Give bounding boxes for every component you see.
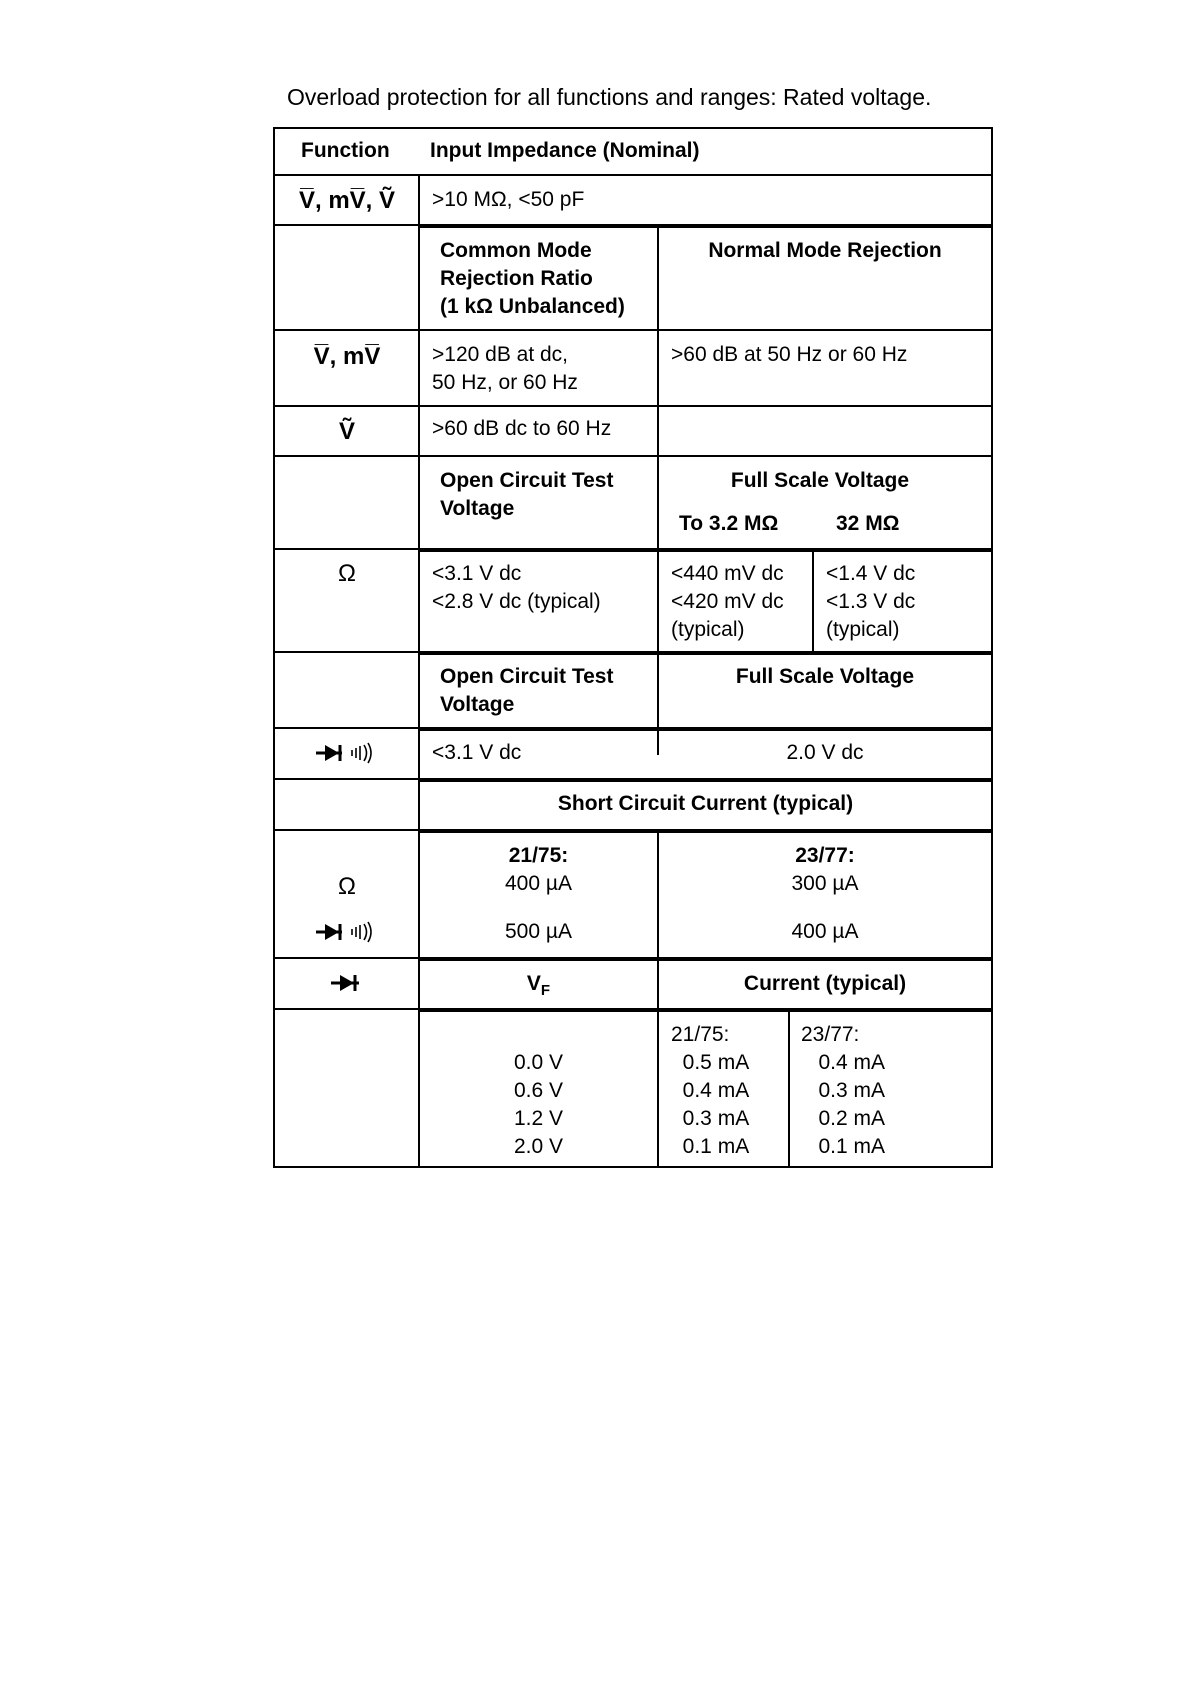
row-divider bbox=[273, 405, 993, 407]
row-divider bbox=[419, 831, 993, 833]
header-common-mode: Common Mode Rejection Ratio (1 kΩ Unbalanced) bbox=[440, 239, 625, 318]
diode-continuity-icon bbox=[316, 921, 378, 943]
row-divider bbox=[419, 550, 993, 552]
row-divider bbox=[419, 226, 993, 228]
subheader-32-megohm: 32 MΩ bbox=[836, 512, 900, 535]
diode-continuity-icon bbox=[316, 742, 378, 764]
model-21-75-label: 21/75: bbox=[508, 844, 569, 867]
table-border-bottom bbox=[273, 1166, 993, 1168]
vf-label: V bbox=[526, 972, 541, 995]
ohm-short-current-21-75: 400 µA bbox=[505, 872, 572, 895]
ohm-icon: Ω bbox=[338, 873, 356, 900]
intro-text: Overload protection for all functions and ranges: Rated voltage. bbox=[287, 84, 932, 110]
current-values-23-77: 23/77: 0.4 mA 0.3 mA 0.2 mA 0.1 mA bbox=[801, 1023, 886, 1158]
symbol-volts-dc: V̅, mV̅ bbox=[313, 343, 381, 370]
row-divider bbox=[419, 959, 993, 961]
header-current-typical: Current (typical) bbox=[743, 972, 907, 995]
row-divider bbox=[419, 1010, 993, 1012]
ohm-icon: Ω bbox=[338, 560, 356, 587]
header-short-circuit-current: Short Circuit Current (typical) bbox=[557, 792, 854, 815]
current-values-21-75: 21/75: 0.5 mA 0.4 mA 0.3 mA 0.1 mA bbox=[671, 1023, 750, 1158]
normal-mode-dc-value: >60 dB at 50 Hz or 60 Hz bbox=[671, 343, 908, 366]
header-full-scale-voltage-diode: Full Scale Voltage bbox=[735, 665, 915, 688]
column-divider bbox=[788, 1008, 790, 1168]
ohm-short-current-23-77: 300 µA bbox=[791, 872, 859, 895]
ohm-full-scale-low-value: <440 mV dc <420 mV dc (typical) bbox=[671, 562, 784, 641]
row-divider bbox=[273, 174, 993, 176]
column-divider bbox=[812, 548, 814, 651]
header-full-scale-voltage: Full Scale Voltage bbox=[730, 469, 910, 492]
common-mode-ac-value: >60 dB dc to 60 Hz bbox=[432, 417, 612, 440]
subheader-to-3-2-megohm: To 3.2 MΩ bbox=[679, 512, 779, 535]
diode-icon bbox=[331, 972, 361, 994]
header-open-circuit-voltage: Open Circuit Test Voltage bbox=[440, 469, 614, 520]
row-divider bbox=[419, 653, 993, 655]
model-23-77-label: 23/77: bbox=[795, 844, 855, 867]
row-divider bbox=[419, 729, 993, 731]
table-border-top bbox=[273, 127, 993, 129]
forward-voltage-values: 0.0 V 0.6 V 1.2 V 2.0 V bbox=[513, 1051, 564, 1158]
header-open-circuit-voltage-diode: Open Circuit Test Voltage bbox=[440, 665, 614, 716]
common-mode-dc-value: >120 dB at dc, 50 Hz, or 60 Hz bbox=[432, 343, 578, 394]
diode-full-scale-value: 2.0 V dc bbox=[786, 741, 864, 764]
table-border-right bbox=[991, 127, 993, 1168]
symbol-volts-dc-ac: V̅, mV̅, Ṽ bbox=[298, 187, 396, 214]
ohm-full-scale-high-value: <1.4 V dc <1.3 V dc (typical) bbox=[826, 562, 916, 641]
row-divider bbox=[273, 455, 993, 457]
header-input-impedance: Input Impedance (Nominal) bbox=[430, 139, 700, 162]
diode-short-current-21-75: 500 µA bbox=[505, 920, 572, 943]
vf-subscript: F bbox=[540, 982, 551, 1000]
symbol-volts-ac: Ṽ bbox=[338, 418, 355, 445]
header-function: Function bbox=[301, 139, 390, 162]
row-divider bbox=[273, 329, 993, 331]
table-border-left bbox=[273, 127, 275, 1168]
header-normal-mode: Normal Mode Rejection bbox=[708, 239, 942, 262]
column-divider bbox=[418, 174, 420, 1168]
impedance-value: >10 MΩ, <50 pF bbox=[432, 188, 585, 211]
ohm-open-circuit-value: <3.1 V dc <2.8 V dc (typical) bbox=[432, 562, 601, 613]
header-forward-voltage bbox=[420, 970, 657, 1005]
diode-short-current-23-77: 400 µA bbox=[791, 920, 859, 943]
row-divider bbox=[419, 780, 993, 782]
diode-open-circuit-value: <3.1 V dc bbox=[432, 741, 522, 764]
